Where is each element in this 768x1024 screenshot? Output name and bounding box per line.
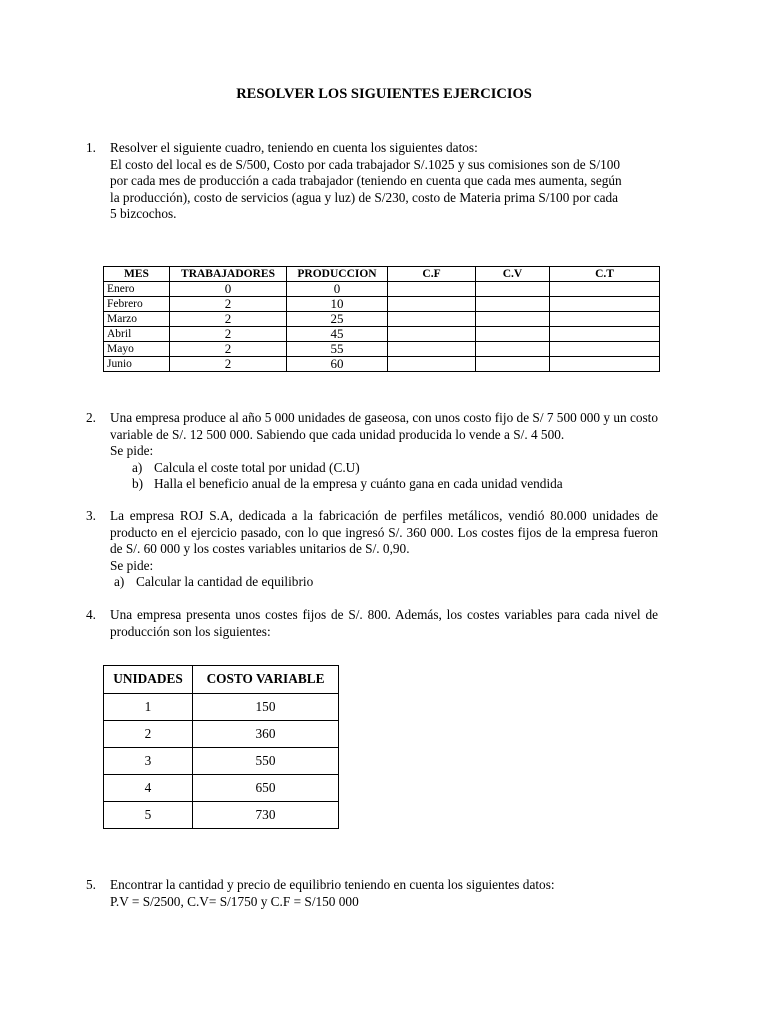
sub-question-label: a) (114, 574, 125, 589)
column-header: C.F (388, 267, 476, 282)
table-cell: 1 (104, 694, 193, 721)
exercise-number: 3. (86, 508, 96, 523)
table-cell: 10 (287, 297, 388, 312)
table-header-row (104, 267, 660, 282)
exercise-1-line-5: 5 bizcochos. (110, 206, 177, 221)
table-row (104, 327, 660, 342)
exercise-3-text: La empresa ROJ S.A, dedicada a la fabricación de perfiles metálicos, vendió 80.000 unidades de producto en el ejercicio pasado, con lo que ingresó S/. 360 000. Los costes fijos de la empresa fueron de S/. 60 000 y los costes variables unitarios de S/. 0,90. (110, 508, 658, 556)
table-row (104, 282, 660, 297)
table-cell: 55 (287, 342, 388, 357)
table-cell (476, 282, 550, 297)
column-header: C.T (550, 267, 660, 282)
table-cell: 2 (104, 721, 193, 748)
exercise-5-line-2: P.V = S/2500, C.V= S/1750 y C.F = S/150 000 (110, 893, 359, 909)
table-row (104, 312, 660, 327)
table-cell: 5 (104, 802, 193, 829)
exercise-2-text: Una empresa produce al año 5 000 unidades de gaseosa, con unos costo fijo de S/ 7 500 000 y un costo variable de S/. 12 500 000. Sabiendo que cada unidad producida lo vende a S/. 4 500. (110, 410, 659, 442)
exercise-1 (86, 140, 658, 223)
exercise-number: 4. (86, 607, 96, 622)
column-header: C.V (476, 267, 550, 282)
table-cell: 150 (193, 694, 339, 721)
table-cell (476, 327, 550, 342)
exercise-number: 5. (86, 877, 96, 892)
table-cell (476, 297, 550, 312)
table-cell: 2 (170, 312, 287, 327)
variable-cost-table (103, 665, 339, 829)
table-row (104, 694, 339, 721)
exercise-1-line-2: El costo del local es de S/500, Costo por cada trabajador S/.1025 y sus comisiones son de S/100 (110, 156, 621, 172)
exercise-3 (86, 508, 658, 591)
table-cell (550, 312, 660, 327)
exercise-number: 1. (86, 140, 96, 155)
exercise-1-line-1: Resolver el siguiente cuadro, teniendo en cuenta los siguientes datos: (110, 140, 478, 155)
column-header: COSTO VARIABLE (193, 666, 339, 694)
exercise-4-text: Una empresa presenta unos costes fijos de S/. 800. Además, los costes variables para cada nivel de producción son los siguientes: (110, 607, 658, 639)
exercise-1-line-4: la producción), costo de servicios (agua y luz) de S/230, costo de Materia prima S/100 por cada (110, 189, 619, 205)
table-cell: 730 (193, 802, 339, 829)
exercise-2 (86, 410, 658, 493)
table-row (104, 342, 660, 357)
table-row (104, 721, 339, 748)
se-pide-label: Se pide: (110, 557, 154, 573)
table-cell: 360 (193, 721, 339, 748)
table-cell (388, 327, 476, 342)
table-cell: Abril (104, 327, 170, 342)
table-cell (388, 282, 476, 297)
column-header: PRODUCCION (287, 267, 388, 282)
table-cell: Junio (104, 357, 170, 372)
sub-question (132, 460, 658, 477)
sub-question-text: Halla el beneficio anual de la empresa y cuánto gana en cada unidad vendida (154, 476, 563, 491)
table-row (104, 297, 660, 312)
production-cost-table (103, 266, 660, 372)
se-pide-label: Se pide: (110, 443, 154, 458)
column-header: UNIDADES (104, 666, 193, 694)
table-cell (550, 342, 660, 357)
table-cell (388, 312, 476, 327)
table-cell: 2 (170, 342, 287, 357)
table-cell: 45 (287, 327, 388, 342)
table-cell: 3 (104, 748, 193, 775)
exercise-number: 2. (86, 410, 96, 425)
table-cell (476, 342, 550, 357)
table-cell: 4 (104, 775, 193, 802)
exercise-5-line-1: Encontrar la cantidad y precio de equilibrio teniendo en cuenta los siguientes datos: (110, 877, 555, 892)
table-cell (388, 297, 476, 312)
table-cell: 550 (193, 748, 339, 775)
table-cell: Mayo (104, 342, 170, 357)
table-cell: 2 (170, 327, 287, 342)
table-cell: 2 (170, 357, 287, 372)
table-cell: 650 (193, 775, 339, 802)
column-header: MES (104, 267, 170, 282)
table-cell: Marzo (104, 312, 170, 327)
exercise-4 (86, 607, 658, 640)
table-cell: Enero (104, 282, 170, 297)
page-title: RESOLVER LOS SIGUIENTES EJERCICIOS (236, 86, 532, 102)
table-cell (476, 357, 550, 372)
table-row (104, 748, 339, 775)
table-cell (550, 282, 660, 297)
table-cell: Febrero (104, 297, 170, 312)
exercise-5 (86, 877, 658, 910)
sub-question-text: Calcular la cantidad de equilibrio (136, 574, 314, 589)
table-row (104, 357, 660, 372)
table-cell (550, 297, 660, 312)
sub-question-text: Calcula el coste total por unidad (C.U) (154, 459, 360, 475)
table-cell (476, 312, 550, 327)
table-cell (388, 342, 476, 357)
sub-question-label: b) (132, 476, 144, 491)
sub-question-label: a) (132, 459, 143, 475)
table-cell (550, 357, 660, 372)
table-header-row (104, 666, 339, 694)
table-row (104, 775, 339, 802)
table-cell: 0 (170, 282, 287, 297)
exercise-1-line-3: por cada mes de producción a cada trabajador (teniendo en cuenta que cada mes aumenta, según (110, 173, 622, 188)
sub-question (114, 574, 658, 591)
table-cell: 60 (287, 357, 388, 372)
table-cell: 2 (170, 297, 287, 312)
table-row (104, 802, 339, 829)
column-header: TRABAJADORES (170, 267, 287, 282)
table-cell (388, 357, 476, 372)
table-cell: 25 (287, 312, 388, 327)
table-cell (550, 327, 660, 342)
table-cell: 0 (287, 282, 388, 297)
sub-question (132, 476, 658, 493)
